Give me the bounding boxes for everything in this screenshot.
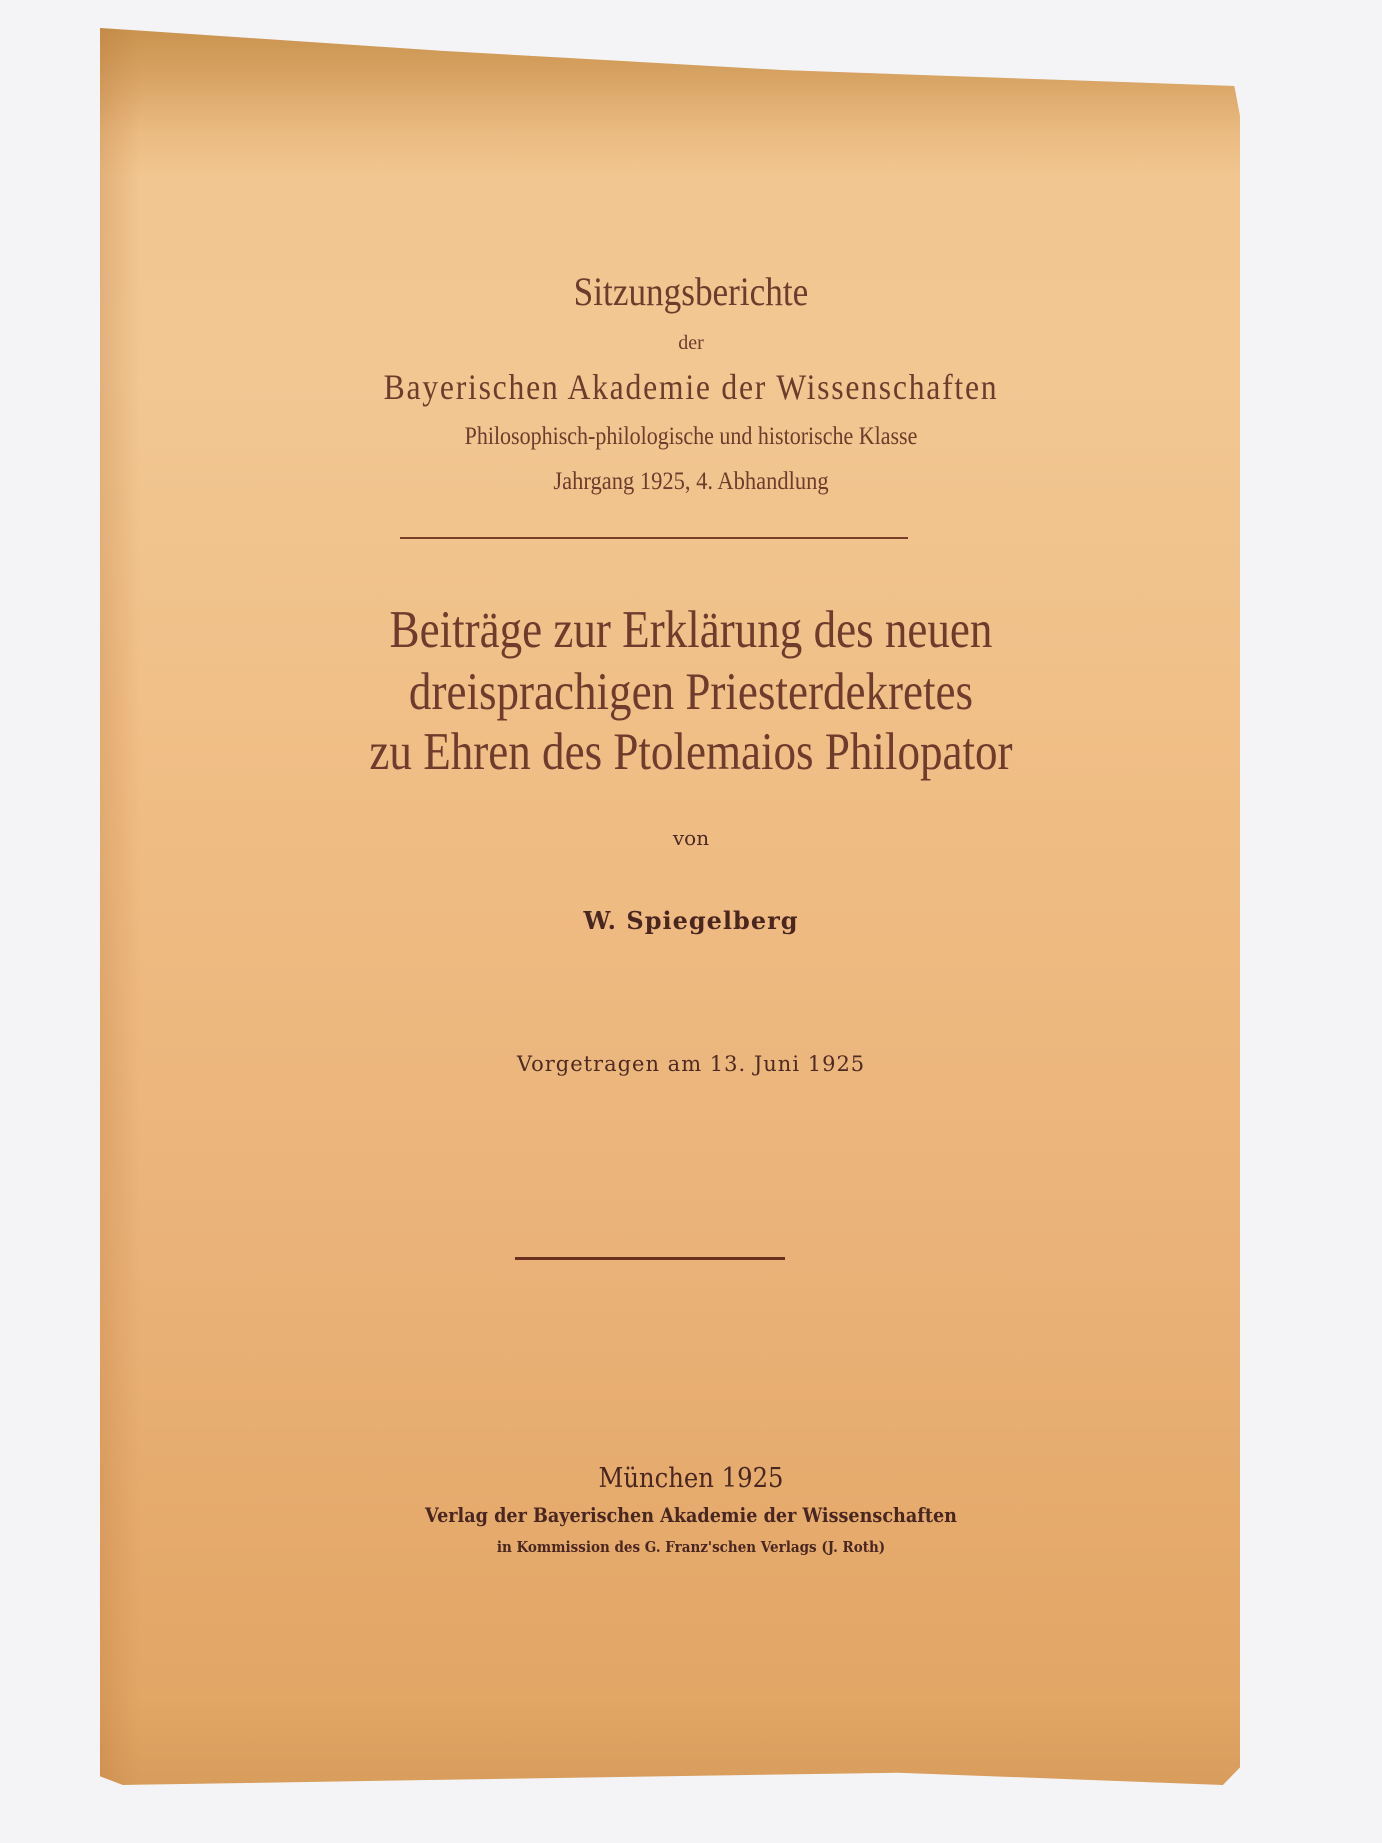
title-line-1: Beiträge zur Erklärung des neuen — [389, 601, 993, 659]
volume-info: Jahrgang 1925, 4. Abhandlung — [553, 468, 829, 495]
presentation-date: Vorgetragen am 13. Juni 1925 — [516, 1052, 866, 1076]
academy-class: Philosophisch-philologische und historische Klasse — [464, 423, 918, 450]
imprint-commission: in Kommission des G. Franz'schen Verlags (J. Roth) — [496, 1538, 886, 1556]
imprint-place-year: München 1925 — [598, 1463, 784, 1494]
title-line-2: dreisprachigen Priesterdekretes — [408, 663, 974, 721]
divider-rule-bottom — [515, 1257, 785, 1260]
series-connector: der — [678, 332, 704, 354]
academy-name: Bayerischen Akademie der Wissenschaften — [383, 367, 999, 407]
title-line-3: zu Ehren des Ptolemaios Philopator — [369, 723, 1013, 781]
series-title: Sitzungsberichte — [573, 269, 809, 314]
imprint-publisher: Verlag der Bayerischen Akademie der Wissenschaften — [425, 1503, 957, 1527]
divider-rule-top — [400, 537, 908, 539]
byline-connector: von — [672, 826, 710, 850]
author-name: W. Spiegelberg — [583, 906, 799, 935]
